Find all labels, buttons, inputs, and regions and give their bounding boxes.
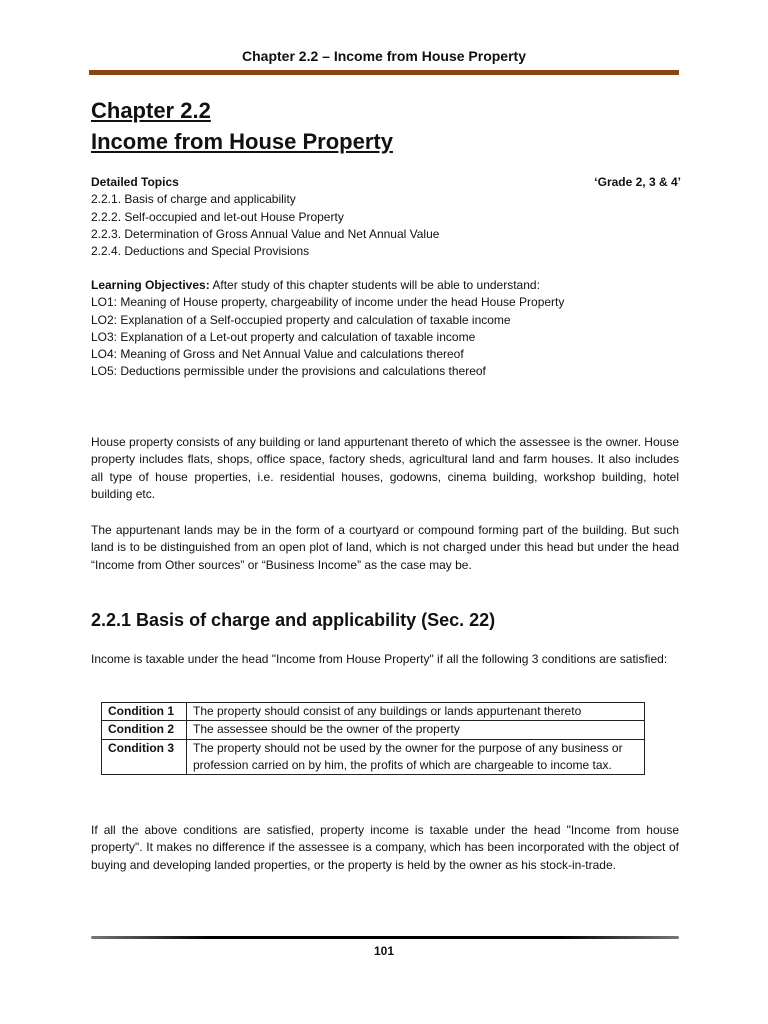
condition-label: Condition 2 bbox=[102, 721, 187, 739]
learning-objective: LO5: Deductions permissible under the provisions and calculations thereof bbox=[91, 364, 486, 379]
chapter-title bbox=[91, 95, 393, 157]
header-rule bbox=[89, 70, 679, 75]
topic-item: 2.2.4. Deductions and Special Provisions bbox=[91, 244, 310, 259]
page-number: 101 bbox=[373, 944, 395, 958]
footer-rule bbox=[91, 936, 679, 939]
chapter-name: Income from House Property bbox=[91, 129, 393, 154]
learning-objective: LO3: Explanation of a Let-out property and calculation of taxable income bbox=[91, 329, 476, 344]
topic-item: 2.2.2. Self-occupied and let-out House Property bbox=[91, 209, 344, 224]
condition-text: The property should consist of any buildings or lands appurtenant thereto bbox=[187, 703, 645, 721]
table-row bbox=[102, 739, 645, 775]
learning-objectives bbox=[91, 277, 681, 381]
detailed-topics bbox=[91, 174, 681, 260]
topic-item: 2.2.3. Determination of Gross Annual Value and Net Annual Value bbox=[91, 226, 440, 241]
table-row bbox=[102, 721, 645, 739]
paragraph-conditions-summary: If all the above conditions are satisfied, property income is taxable under the head "Income from house property". It makes no difference if the assessee is a company, which has been incorporated with the object of buying and developing landed properties, or the property is held by the owner as his stock-in-trade. bbox=[91, 823, 679, 872]
paragraph-appurtenant-lands: The appurtenant lands may be in the form of a courtyard or compound forming part of the building. But such land is to be distinguished from an open plot of land, which is not charged under this head but under the head “Income from Other sources” or “Business Income” as the case may be. bbox=[91, 523, 679, 572]
learning-objective: LO2: Explanation of a Self-occupied property and calculation of taxable income bbox=[91, 312, 511, 327]
condition-text: The assessee should be the owner of the property bbox=[187, 721, 645, 739]
learning-objectives-intro: After study of this chapter students will be able to understand: bbox=[209, 278, 540, 292]
conditions-table bbox=[101, 702, 645, 775]
condition-label: Condition 1 bbox=[102, 703, 187, 721]
condition-text: The property should not be used by the owner for the purpose of any business or profession carried on by him, the profits of which are chargeable to income tax. bbox=[187, 739, 645, 775]
topic-item: 2.2.1. Basis of charge and applicability bbox=[91, 192, 296, 207]
topics-heading: Detailed Topics bbox=[91, 175, 179, 189]
condition-label: Condition 3 bbox=[102, 739, 187, 775]
learning-objective: LO1: Meaning of House property, chargeability of income under the head House Property bbox=[91, 295, 565, 310]
running-header: Chapter 2.2 – Income from House Property bbox=[242, 48, 526, 64]
section-heading: 2.2.1 Basis of charge and applicability (Sec. 22) bbox=[91, 610, 496, 630]
grade-label: ‘Grade 2, 3 & 4’ bbox=[594, 175, 681, 189]
chapter-number: Chapter 2.2 bbox=[91, 98, 211, 123]
learning-objectives-label: Learning Objectives: bbox=[91, 278, 210, 292]
table-row bbox=[102, 703, 645, 721]
learning-objective: LO4: Meaning of Gross and Net Annual Value and calculations thereof bbox=[91, 347, 464, 362]
paragraph-conditions-intro: Income is taxable under the head "Income from House Property" if all the following 3 conditions are satisfied: bbox=[91, 652, 668, 666]
paragraph-house-property: House property consists of any building or land appurtenant thereto of which the assessee is the owner. House property includes flats, shops, office space, factory sheds, agricultural land and farm houses. It also includes all type of house properties, i.e. residential houses, godowns, cinema building, workshop building, hotel building etc. bbox=[91, 435, 679, 501]
